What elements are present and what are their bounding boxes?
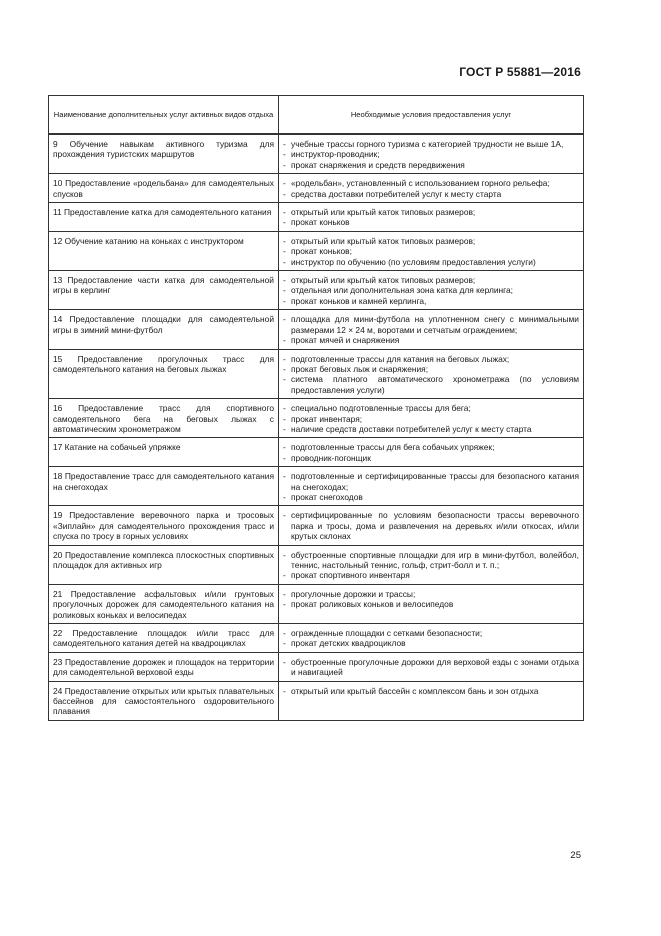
document-code: ГОСТ Р 55881—2016 (459, 65, 581, 79)
condition-item: - открытый или крытый каток типовых размеров; (283, 236, 579, 246)
condition-item: - обустроенные прогулочные дорожки для верховой езды с зонами отдыха и навигацией (283, 657, 579, 678)
service-name: 24 Предоставление открытых или крытых плавательных бассейнов для самостоятельного оздоровительного плавания (49, 681, 279, 720)
service-conditions (279, 438, 584, 467)
condition-item: - прокат роликовых коньков и велосипедов (283, 599, 579, 609)
conditions-list (283, 442, 579, 463)
service-name: 22 Предоставление площадок и/или трасс для самодеятельного катания детей на квадроциклах (49, 624, 279, 653)
condition-item: - обустроенные спортивные площадки для игр в мини-футбол, волейбол, теннис, настольный теннис, гольф, стрит-болл и т. п.; (283, 550, 579, 571)
conditions-list (283, 207, 579, 228)
service-name: 16 Предоставление трасс для спортивного самодеятельного бега на беговых лыжах с автоматическим хронометражом (49, 399, 279, 438)
condition-item: - площадка для мини-футбола на уплотненном снегу с минимальными размерами 12 × 24 м, воротами и сетчатым ограждением; (283, 314, 579, 335)
condition-item: - система платного автоматического хронометража (по условиям предоставления услуги) (283, 374, 579, 395)
service-conditions (279, 624, 584, 653)
condition-item: - прогулочные дорожки и трассы; (283, 589, 579, 599)
service-conditions (279, 652, 584, 681)
condition-item: - прокат снаряжения и средств передвижения (283, 160, 579, 170)
condition-item: - подготовленные трассы для катания на беговых лыжах; (283, 354, 579, 364)
table-row (49, 438, 584, 467)
condition-item: - подготовленные и сертифицированные трассы для безопасного катания на снегоходах; (283, 471, 579, 492)
service-name: 21 Предоставление асфальтовых и/или грунтовых прогулочных дорожек для самодеятельного катания на роликовых коньках и велосипедах (49, 584, 279, 623)
service-name: 23 Предоставление дорожек и площадок на территории для самодеятельной верховой езды (49, 652, 279, 681)
condition-item: - сертифицированные по условиям безопасности трассы веревочного парка и тросы, дома и развлечения на деревьях и/или откосах, и/или крутых склонах (283, 510, 579, 541)
service-conditions (279, 681, 584, 720)
table-row (49, 681, 584, 720)
conditions-list (283, 403, 579, 434)
service-name: 11 Предоставление катка для самодеятельного катания (49, 203, 279, 232)
conditions-list (283, 275, 579, 306)
condition-item: - специально подготовленные трассы для бега; (283, 403, 579, 413)
table-body (49, 134, 584, 720)
services-table (48, 95, 584, 721)
table-row (49, 467, 584, 506)
condition-item: - прокат спортивного инвентаря (283, 570, 579, 580)
condition-item: - прокат коньков; (283, 246, 579, 256)
table-row (49, 349, 584, 399)
condition-item: - наличие средств доставки потребителей услуг к месту старта (283, 424, 579, 434)
condition-item: - огражденные площадки с сетками безопасности; (283, 628, 579, 638)
condition-item: - открытый или крытый каток типовых размеров; (283, 207, 579, 217)
conditions-list (283, 139, 579, 170)
service-name: 14 Предоставление площадки для самодеятельной игры в зимний мини-футбол (49, 310, 279, 349)
conditions-list (283, 628, 579, 649)
service-conditions (279, 231, 584, 270)
condition-item: - прокат коньков и камней керлинга, (283, 296, 579, 306)
conditions-list (283, 236, 579, 267)
column-header-conditions: Необходимые условия предоставления услуг (279, 96, 584, 135)
service-conditions (279, 203, 584, 232)
service-name: 12 Обучение катанию на коньках с инструктором (49, 231, 279, 270)
service-name: 19 Предоставление веревочного парка и тросовых «Зиплайн» для самодеятельного прохождения трасс и спуска по тросу в горных условиях (49, 506, 279, 545)
table-row (49, 231, 584, 270)
service-name: 20 Предоставление комплекса плоскостных спортивных площадок для активных игр (49, 545, 279, 584)
service-name: 15 Предоставление прогулочных трасс для самодеятельного катания на беговых лыжах (49, 349, 279, 399)
service-conditions (279, 174, 584, 203)
table-row (49, 506, 584, 545)
condition-item: - прокат инвентаря; (283, 414, 579, 424)
service-conditions (279, 467, 584, 506)
service-conditions (279, 399, 584, 438)
conditions-list (283, 471, 579, 502)
condition-item: - прокат беговых лыж и снаряжения; (283, 364, 579, 374)
service-name: 18 Предоставление трасс для самодеятельного катания на снегоходах (49, 467, 279, 506)
service-conditions (279, 310, 584, 349)
condition-item: - прокат снегоходов (283, 492, 579, 502)
page-number: 25 (570, 850, 581, 861)
conditions-list (283, 657, 579, 678)
table-row (49, 399, 584, 438)
table-header-row (49, 96, 584, 135)
condition-item: - прокат детских квадроциклов (283, 638, 579, 648)
conditions-list (283, 178, 579, 199)
table-row (49, 652, 584, 681)
table-row (49, 271, 584, 310)
condition-item: - подготовленные трассы для бега собачьих упряжек; (283, 442, 579, 452)
conditions-list (283, 510, 579, 541)
conditions-list (283, 686, 579, 696)
table-row (49, 545, 584, 584)
condition-item: - инструктор по обучению (по условиям предоставления услуги) (283, 257, 579, 267)
table-row (49, 310, 584, 349)
service-conditions (279, 545, 584, 584)
service-name: 10 Предоставление «родельбана» для самодеятельных спусков (49, 174, 279, 203)
condition-item: - учебные трассы горного туризма с категорией трудности не выше 1А, (283, 139, 579, 149)
condition-item: - средства доставки потребителей услуг к месту старта (283, 189, 579, 199)
service-conditions (279, 271, 584, 310)
conditions-list (283, 354, 579, 396)
table-row (49, 203, 584, 232)
service-name: 9 Обучение навыкам активного туризма для прохождения туристских маршрутов (49, 134, 279, 174)
service-conditions (279, 349, 584, 399)
condition-item: - отдельная или дополнительная зона катка для керлинга; (283, 285, 579, 295)
column-header-services: Наименование дополнительных услуг активных видов отдыха (49, 96, 279, 135)
table-row (49, 134, 584, 174)
condition-item: - «родельбан», установленный с использованием горного рельефа; (283, 178, 579, 188)
table-row (49, 584, 584, 623)
conditions-list (283, 550, 579, 581)
condition-item: - прокат мячей и снаряжения (283, 335, 579, 345)
table-row (49, 624, 584, 653)
service-name: 13 Предоставление части катка для самодеятельной игры в керлинг (49, 271, 279, 310)
conditions-list (283, 589, 579, 610)
condition-item: - прокат коньков (283, 217, 579, 227)
service-conditions (279, 134, 584, 174)
service-name: 17 Катание на собачьей упряжке (49, 438, 279, 467)
condition-item: - открытый или крытый каток типовых размеров; (283, 275, 579, 285)
service-conditions (279, 506, 584, 545)
condition-item: - инструктор-проводник; (283, 149, 579, 159)
condition-item: - проводник-погонщик (283, 453, 579, 463)
condition-item: - открытый или крытый бассейн с комплексом бань и зон отдыха (283, 686, 579, 696)
conditions-list (283, 314, 579, 345)
service-conditions (279, 584, 584, 623)
table-row (49, 174, 584, 203)
